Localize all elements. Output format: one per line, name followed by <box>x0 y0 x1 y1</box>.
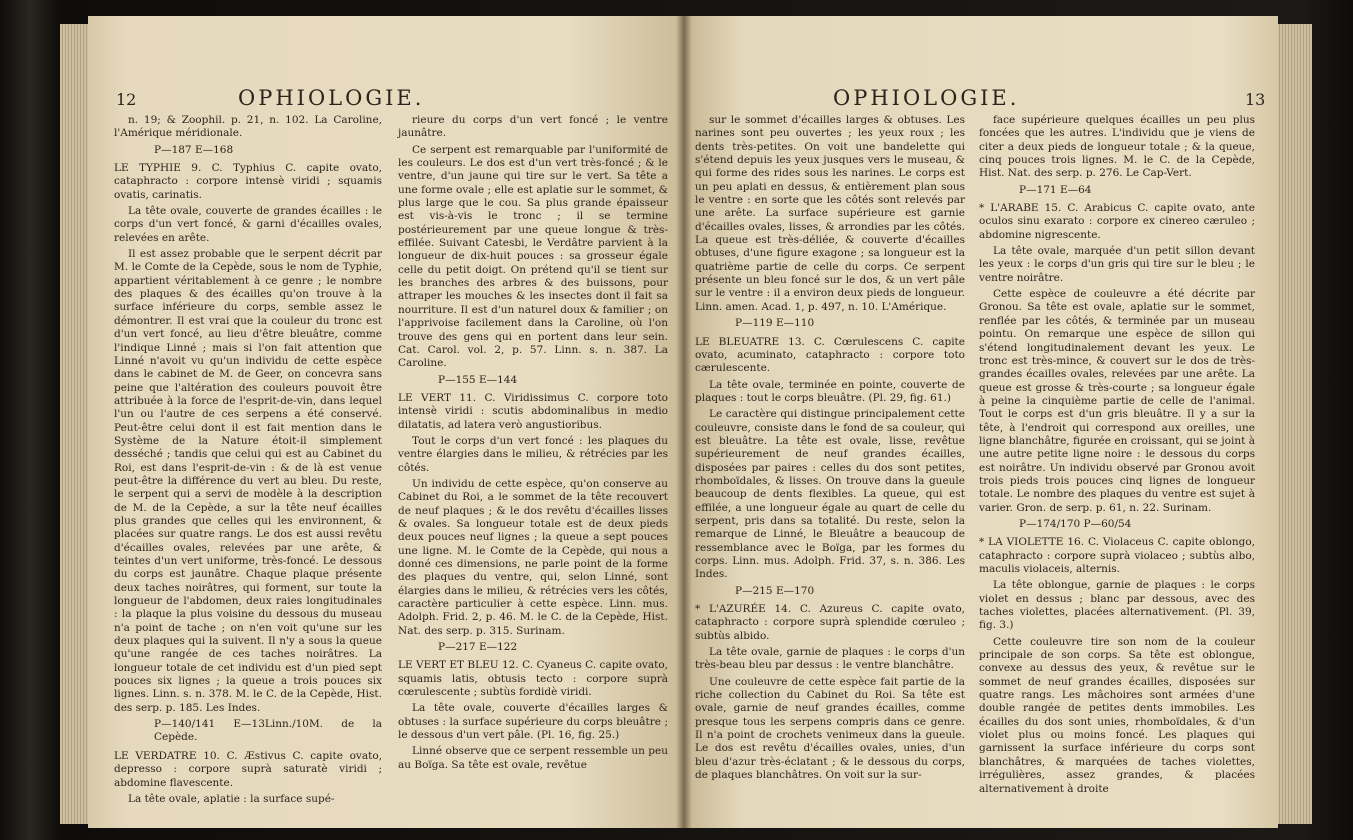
scale-count: P—217 E—122 <box>438 641 518 654</box>
right-page <box>683 16 1278 828</box>
paragraph: Une couleuvre de cette espèce fait partie de la riche collection du Cabinet du Roi. Sa tête est ovale, garnie de neuf grandes écailles, comme presque tous les serpens compris dans ce genre. Il n'a point de crochets venimeux dans la gueule. Le dos est revêtu d'écailles ovales, unies, d'un bleu d'azur très-éclatant ; & le dessous du corps, de plaques blanchâtres. On voit sur la sur- <box>695 675 965 782</box>
paragraph: sur le sommet d'écailles larges & obtuses. Les narines sont peu ouvertes ; les yeux roux ; les dents très-petites. On voit une bandelette qui s'étend depuis les yeux jusques vers le museau, & qui forme des rides sous les narines. Le corps est un peu aplati en dessus, & entièrement plan sous le ventre : en sorte que les côtés sont relevés par une arête. La surface supérieure est garnie d'écailles ovales, lisses, & arrondies par les côtés. La queue est très-déliée, & couverte d'écailles obtuses, d'une figure exagone ; sa longueur est la quatrième partie de celle du corps. Ce serpent présente un bleu foncé sur le dos, & un vert pâle sur le ventre : il a environ deux pieds de longueur. Linn. amen. Acad. 1, p. 497, n. 10. L'Amérique. <box>695 114 965 313</box>
page-edges-right <box>1276 24 1312 824</box>
left-page <box>88 16 683 828</box>
paragraph: Le caractère qui distingue principalement cette couleuvre, consiste dans le fond de sa couleur, qui est bleuâtre. La tête est ovale, lisse, revêtue supérieurement de neuf grandes écailles, disposées par paires : celles du dos sont petites, rhomboïdales, & lisses. On trouve dans la gueule beaucoup de dents flexibles. La queue, qui est effilée, a une longueur égale au quart de celle du serpent, pris dans sa totalité. Du reste, selon la remarque de Linné, le Bleuâtre a beaucoup de ressemblance avec le Boïga, par les formes du corps. Linn. mus. Adolph. Frid. 37, s. n. 386. Les Indes. <box>695 408 965 581</box>
page-number: 13 <box>1245 90 1266 109</box>
page-number: 12 <box>116 90 137 109</box>
paragraph: * L'AZURÉE 14. C. Azureus C. capite ovato, cataphracto : corpore suprà splendide cœruleo ; subtùs albido. <box>695 603 965 642</box>
paragraph: La tête ovale, couverte d'écailles larges & obtuses : la surface supérieure du corps bleuâtre ; le dessous d'un vert pâle. (Pl. 16, fig. 25.) <box>398 702 668 742</box>
text-column-2 <box>398 114 668 775</box>
paragraph: LE VERT 11. C. Viridissimus C. corpore toto intensè viridi : scutis abdominalibus in medio dilatatis, ad latera verò angustioribus. <box>398 391 668 431</box>
text-column-1 <box>695 114 965 786</box>
scale-count: P—187 E—168 <box>154 143 234 156</box>
paragraph: La tête ovale, garnie de plaques : le corps d'un très-beau bleu par dessus : le ventre blanchâtre. <box>695 646 965 672</box>
paragraph: * LA VIOLETTE 16. C. Violaceus C. capite oblongo, cataphracto : corpore suprà violaceo ; subtùs albo, maculis violaceis, alternis. <box>979 536 1255 575</box>
paragraph: Un individu de cette espèce, qu'on conserve au Cabinet du Roi, a le sommet de la tête recouvert de neuf plaques ; & le dos revêtu d'écailles lisses & ovales. Sa longueur totale est de deux pieds deux pouces neuf lignes ; la queue a sept pouces une ligne. M. le Comte de la Cepède, qui nous a donné ces dimensions, ne parle point de la forme des plaques du ventre, qui, selon Linné, sont élargies dans le milieu, & rétrécies vers les côtés, caractère particulier à cette espèce. Linn. mus. Adolph. Frid. 2, p. 46. M. le C. de la Cepède, Hist. Nat. des serp. p. 315. Surinam. <box>398 477 668 637</box>
scale-count: P—140/141 E—13Linn./10M. de la Cepède. <box>154 718 382 744</box>
paragraph: Cette couleuvre tire son nom de la couleur principale de son corps. Sa tête est oblongue, convexe au dessus des yeux, & revêtue sur le sommet de neuf grandes écailles, disposées sur quatre rangs. Les mâchoires sont armées d'une double rangée de petites dents immobiles. Les écailles du dos sont unies, rhomboïdales, & d'un violet plus ou moins foncé. Les plaques qui garnissent la surface inférieure du corps sont blanchâtres, & marquées de taches violettes, irrégulières, assez grandes, & placées alternativement à droite <box>979 635 1255 795</box>
paragraph: La tête ovale, couverte de grandes écailles : le corps d'un vert foncé, & garni d'écailles ovales, relevées en arête. <box>114 205 382 244</box>
paragraph: LE TYPHIE 9. C. Typhius C. capite ovato, cataphracto : corpore intensè viridi ; squamis ovatis, carinatis. <box>114 162 382 201</box>
paragraph: face supérieure quelques écailles un peu plus foncées que les autres. L'individu que je viens de citer a deux pieds de longueur totale ; & la queue, cinq pouces trois lignes. M. le C. de la Cepède, Hist. Nat. des serp. p. 276. Le Cap-Vert. <box>979 114 1255 180</box>
paragraph: Linné observe que ce serpent ressemble un peu au Boïga. Sa tête est ovale, revêtue <box>398 745 668 771</box>
paragraph: La tête ovale, aplatie : la surface supé- <box>128 792 335 805</box>
page-edges-left <box>60 24 90 824</box>
paragraph: La tête ovale, marquée d'un petit sillon devant les yeux : le corps d'un gris qui tire sur le bleu ; le ventre noirâtre. <box>979 245 1255 284</box>
text-column-2 <box>979 114 1255 799</box>
paragraph: Tout le corps d'un vert foncé : les plaques du ventre élargies dans le milieu, & rétrécies par les côtés. <box>398 434 668 474</box>
scale-count: P—155 E—144 <box>438 373 518 386</box>
scale-count: P—174/170 P—60/54 <box>1019 517 1132 530</box>
scale-count: P—119 E—110 <box>735 317 815 330</box>
paragraph: n. 19; & Zoophil. p. 21, n. 102. La Caroline, l'Amérique méridionale. <box>114 114 382 140</box>
paragraph: Cette espèce de couleuvre a été décrite par Gronou. Sa tête est ovale, aplatie sur le sommet, renflée par les côtés, & terminée par un museau pointu. On remarque une espèce de sillon qui s'étend longitudinalement devant les yeux. Le tronc est très-mince, & couvert sur le dos de très-grandes écailles ovales, relevées par une arête. La queue est grosse & très-courte ; sa longueur égale à peine la cinquième partie de celle de l'animal. Tout le corps est d'un gris bleuâtre. Il y a sur la tête, à l'endroit qui correspond aux oreilles, une ligne blanchâtre, figurée en croissant, qui se joint à une autre petite ligne noire : le dessous du corps est noirâtre. Un individu observé par Gronou avoit trois pieds trois pouces cinq lignes de longueur totale. Le nombre des plaques du ventre est sujet à varier. Gron. de serp. p. 61, n. 22. Surinam. <box>979 288 1255 514</box>
running-head: OPHIOLOGIE. <box>833 86 1020 110</box>
paragraph: La tête ovale, terminée en pointe, couverte de plaques : tout le corps bleuâtre. (Pl. 29, fig. 61.) <box>695 378 965 404</box>
paragraph: LE VERDATRE 10. C. Æstivus C. capite ovato, depresso : corpore suprà saturatè viridi ; abdomine flavescente. <box>114 749 382 789</box>
paragraph: Ce serpent est remarquable par l'uniformité de les couleurs. Le dos est d'un vert très-foncé ; & le ventre, d'un jaune qui tire sur le vert. Sa tête a une forme ovale ; elle est aplatie sur le sommet, & plus large que le cou. Sa plus grande épaisseur est vis-à-vis le tronc ; il se termine postérieurement par une queue longue & très-effilée. Suivant Catesbi, le Verdâtre parvient à la longueur de dix-huit pouces : sa grosseur égale celle du petit doigt. On prétend qu'il se tient sur les branches des arbres & des buissons, pour attraper les mouches & les insectes dont il fait sa nourriture. Il est d'un naturel doux & familier ; on l'apprivoise facilement dans la Caroline, où l'on trouve des gens qui en portent dans leur sein. Cat. Carol. vol. 2, p. 57. Linn. s. n. 387. La Caroline. <box>398 143 668 370</box>
scale-count: P—171 E—64 <box>1019 183 1092 196</box>
text-column-1 <box>114 114 382 809</box>
paragraph: * L'ARABE 15. C. Arabicus C. capite ovato, ante oculos sinu exarato : corpore ex cinereo cæruleo ; abdomine nigrescente. <box>979 202 1255 241</box>
paragraph: LE BLEUATRE 13. C. Cœrulescens C. capite ovato, acuminato, cataphracto : corpore toto cærulescente. <box>695 335 965 375</box>
scale-count: P—215 E—170 <box>735 584 815 597</box>
paragraph: rieure du corps d'un vert foncé ; le ventre jaunâtre. <box>398 114 668 140</box>
book-gutter <box>676 16 692 828</box>
paragraph: La tête oblongue, garnie de plaques : le corps violet en dessus ; blanc par dessous, avec des taches violettes, placées alternativement. (Pl. 39, fig. 3.) <box>979 579 1255 632</box>
running-head: OPHIOLOGIE. <box>238 86 425 110</box>
paragraph: LE VERT ET BLEU 12. C. Cyaneus C. capite ovato, squamis latis, obtusis tecto : corpore suprà cœrulescente ; subtùs fordidè viridi. <box>398 659 668 699</box>
paragraph: Il est assez probable que le serpent décrit par M. le Comte de la Cepède, sous le nom de Typhie, appartient véritablement à ce genre ; le nombre des plaques & des écailles qu'on trouve à la surface inférieure du corps, semble assez le démontrer. Il est vrai que la couleur du tronc est d'un vert foncé, au lieu d'être bleuâtre, comme l'indique Linné ; mais si l'on fait attention que Linné n'avoit vu qu'un individu de cette espèce dans le cabinet de M. de Geer, on concevra sans peine que l'altération des couleurs pouvoit être attribuée à la force de l'esprit-de-vin, dans lequel l'un ou l'autre de ces serpens a été conservé. Peut-être celui dont il est fait mention dans le Système de la Nature étoit-il simplement desséché ; tandis que celui qui est au Cabinet du Roi, est dans l'esprit-de-vin : & de là est venue peut-être la différence du vert au bleu. Du reste, le serpent qui a servi de modèle à la description de M. de la Cepède, a sur la tête neuf écailles plus grandes que celles qui les environnent, & placées sur quatre rangs. Le dos est aussi revêtu d'écailles ovales, relevées par une arête, & teintes d'un vert uniforme, très-foncé. Le dessous du corps est jaunâtre. Chaque plaque présente deux taches noirâtres, qui forment, sur toute la longueur de l'abdomen, deux raies longitudinales : la plaque la plus voisine du dessous du museau n'a point de tache ; on n'en voit qu'une sur les deux plaques qui la suivent. Il n'y a sous la queue qu'une rangée de ces taches noirâtres. La longueur totale de cet individu est d'un pied sept pouces six lignes ; la queue a trois pouces six lignes. Linn. s. n. 378. M. le C. de la Cepède, Hist. des serp. p. 185. Les Indes. <box>114 248 382 714</box>
